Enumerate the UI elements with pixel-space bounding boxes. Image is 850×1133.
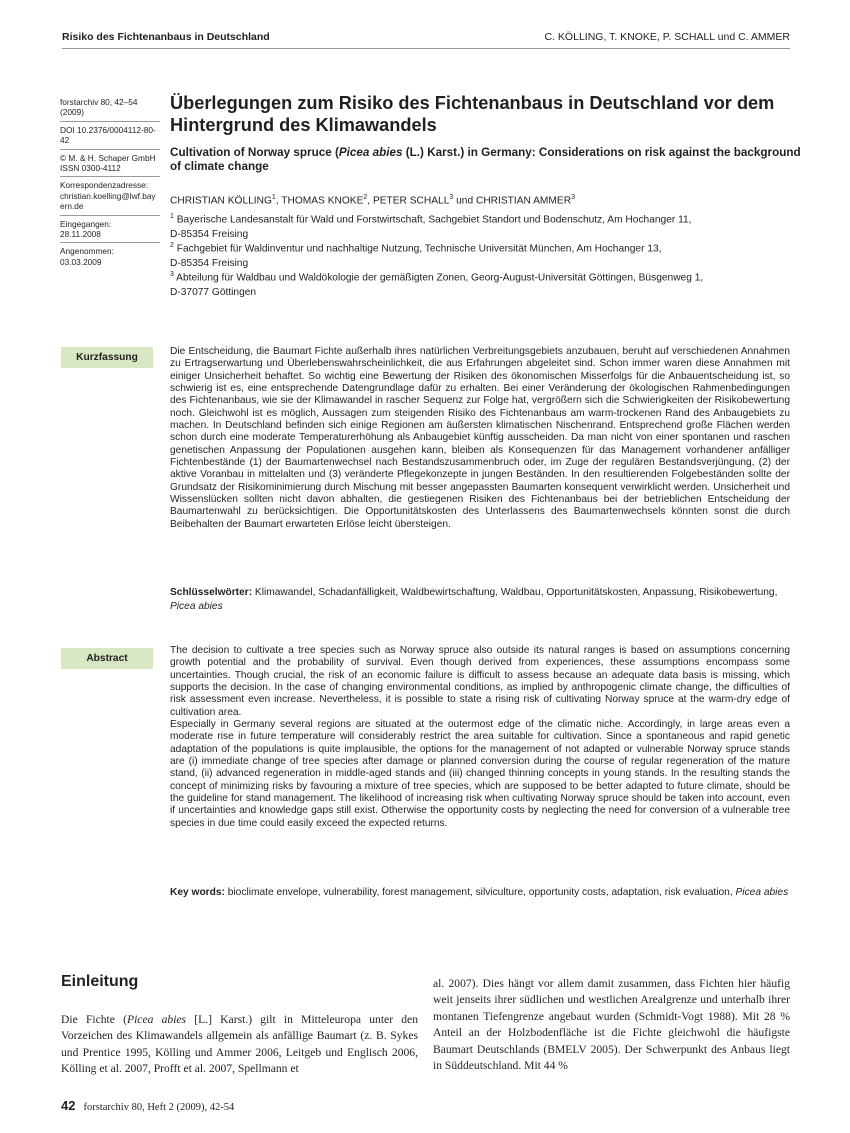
author-name: THOMAS KNOKE <box>281 195 364 207</box>
affiliation <box>170 239 790 271</box>
kurzfassung-text <box>170 346 790 531</box>
running-header <box>62 28 790 50</box>
issn: ISSN 0300-4112 <box>60 163 121 174</box>
keywords-list: Klimawandel, Schadanfälligkeit, Waldbewirtschaftung, Waldbau, Opportunitätskosten, Anpassung, Risikobewertung, <box>252 587 778 598</box>
copyright: © M. & H. Schaper GmbH <box>60 152 156 163</box>
author-separator: , <box>275 195 282 207</box>
affiliation <box>170 210 790 242</box>
header-rule <box>62 48 790 49</box>
running-title: Risiko des Fichtenanbaus in Deutschland <box>62 31 270 43</box>
running-authors: C. KÖLLING, T. KNOKE, P. SCHALL und C. AMMER <box>544 31 790 43</box>
affil-line: Fachgebiet für Waldinventur und nachhaltige Nutzung, Technische Universität München, Am Hochanger 13, <box>173 243 662 255</box>
received-label: Eingegangen: <box>60 218 112 229</box>
page-number: 42 <box>61 1098 76 1113</box>
keywords-list: bioclimate envelope, vulnerability, forest management, silviculture, opportunity costs, adaptation, risk evaluation, <box>224 887 736 898</box>
author-separator: , <box>367 195 373 207</box>
affil-line: Bayerische Landesanstalt für Wald und Forstwirtschaft, Sachgebiet Standort und Bodenschutz, Am Hochanger 11, <box>173 214 692 226</box>
kurzfassung-label: Kurzfassung <box>61 347 153 368</box>
abstract-label: Abstract <box>61 648 153 669</box>
body-text: [L.] Karst.) gilt in Mitteleuropa unter den Vorzeichen des Klimawandels allgemein als anfällige Baumart (z. B. Sykes und Prentice 1995, Kölling und Ammer 2006, Leitgeb und Englisch 2006, Kölling et al. 2007, Profft et al. 2007, Spellmann et <box>61 1013 418 1076</box>
keywords-label: Schlüsselwörter: <box>170 587 253 598</box>
body-species: Picea abies <box>127 1013 187 1026</box>
keywords-label: Key words: <box>170 887 225 898</box>
divider <box>60 149 160 150</box>
affil-city: D-85354 Freising <box>170 228 249 240</box>
divider <box>60 121 160 122</box>
affiliation <box>170 268 790 300</box>
author-name: PETER SCHALL <box>372 195 450 207</box>
affil-city: D-37077 Göttingen <box>170 286 257 298</box>
author-name: CHRISTIAN AMMER <box>475 195 572 207</box>
journal-citation: forstarchiv 80, 42–54 (2009) <box>60 97 138 118</box>
article-metadata <box>60 97 160 267</box>
abstract-text <box>170 645 790 830</box>
author-affil-mark: 2 <box>363 194 368 201</box>
correspondence-email[interactable]: christian.koelling@lwf.bayern.de <box>60 190 156 212</box>
author-affil-mark: 1 <box>271 194 276 201</box>
abstract-paragraph: Especially in Germany several regions are situated at the outermost edge of the climatic niche. Accordingly, in large areas even a moderate rise in future temperature will considerably restrict the area suitable for cultivation. Since a spontaneous and rapid genetic adaptation of the populations is quite implausible, the options for the management of not adapted or vulnerable Norway spruce stands are (i) immediate change of tree species after damage or planned conversion during the course of regular regeneration of the mature stand, (ii) advanced regeneration in middle-aged stands and (iii) changed thinning concepts in young stands. In the resulting stands the concept of minimizing risks by favouring a mixture of tree species, which are supposed to be better adapted to future climate, should be the guideline for stand management. The likelihood of increasing risk when cultivating Norway spruce should be taken into account, even if uncertainties and knowledge gaps still exist. Otherwise the opportunity costs by neglecting the need for conversion of a vulnerable tree species in due time could easily exceed the expected returns. <box>170 719 790 829</box>
abstract-keywords <box>170 886 790 900</box>
author-separator: und <box>453 195 476 207</box>
article-title: Überlegungen zum Risiko des Fichtenanbaus in Deutschland vor dem Hintergrund des Klimawandels <box>170 93 775 135</box>
body-column-right: al. 2007). Dies hängt vor allem damit zusammen, dass Fichten hier häufig weit jenseits ihrer südlichen und westlichen Arealgrenze und unterhalb ihrer montanen Tiefengrenze angebaut wurden (Schmidt-Vogt 1988). Mit 28 % Anteil an der Holzbodenfläche ist die Fichte gleichwohl die häufigste Baumart Deutschlands (BMELV 2005). Der Schwerpunkt des Anbaus liegt in Süddeutschland. Mit 44 % <box>433 977 790 1073</box>
subtitle-text: (L.) Karst.) in Germany: Considerations on risk against the background of climate change <box>170 146 801 173</box>
kurzfassung-keywords <box>170 586 790 613</box>
article-subtitle <box>170 146 810 174</box>
page-footer <box>61 1098 234 1113</box>
affil-mark: 2 <box>170 242 174 249</box>
affil-city: D-85354 Freising <box>170 257 249 269</box>
divider <box>60 215 160 216</box>
section-heading: Einleitung <box>61 973 139 990</box>
received-date: 28.11.2008 <box>60 229 101 240</box>
affil-mark: 3 <box>170 271 174 278</box>
subtitle-text: Cultivation of Norway spruce ( <box>170 146 339 159</box>
author-affil-mark: 3 <box>449 194 454 201</box>
affil-line: Abteilung für Waldbau und Waldökologie der gemäßigten Zonen, Georg-August-Universität Göttingen, Büsgenweg 1, <box>173 272 704 284</box>
keywords-species: Picea abies <box>170 600 223 612</box>
affil-mark: 1 <box>170 213 174 220</box>
accepted-label: Angenommen: <box>60 246 114 257</box>
body-column-left <box>61 1012 418 1078</box>
divider <box>60 242 160 243</box>
accepted-date: 03.03.2009 <box>60 256 102 267</box>
abstract-paragraph: The decision to cultivate a tree species such as Norway spruce also outside its natural ranges is based on assumptions concerning growth potential and the probability of survival. Even though derived from experiences, these assumptions encompass some uncertainties. Though crucial, the risk of an economic failure is difficult to assess because an adequate data basis is missing, which supports the decision. In the case of changing environmental conditions, as implied by anthropogenic climate change, the difficulties of risk assessment even increase. Nevertheless, it is possible to state a rising risk of cultivating Norway spruce at the warm-dry edge of cultivation area. <box>170 645 790 718</box>
author-name: CHRISTIAN KÖLLING <box>170 195 272 207</box>
doi: DOI 10.2376/0004112-80-42 <box>60 124 156 146</box>
kurzfassung-paragraph: Die Entscheidung, die Baumart Fichte außerhalb ihres natürlichen Verbreitungsgebiets anzubauen, beruht auf verschiedenen Annahmen zu Ertragserwartung und Überlebenswahrscheinlichkeit, die aus Erfahrungen abgeleitet sind. Schon immer waren diese Annahmen mit einiger Unsicherheit behaftet. So wichtig eine Bewertung der Risiken des ökonomischen Misserfolgs für die Anbauentscheidung ist, so schwierig ist es, eine entsprechende Datengrundlage dafür zu erhalten. Bei einer Veränderung der ökologischen Rahmenbedingungen des Fichtenanbaus, wie sie der Klimawandel in rascher Sequenz zur Folge hat, vergrößern sich die Schwierigkeiten der Risikobewertung noch. Gleichwohl ist es möglich, Aussagen zum steigenden Risiko des Fichtenanbaus am warm-trockenen Rand des Anbaugebiets zu machen. In Deutschland befinden sich einige Regionen am äußersten klimatischen Nischenrand. Entsprechend große Flächen werden schon durch eine moderate Temperaturerhöhung als Anbaugebiet künftig ausscheiden. Da man nicht von einer spontanen und raschen genetischen Anpassung der Populationen ausgehen kann, bleiben als Konsequenzen für das Management vorhandener anfälliger Fichtenbestände (1) der Baumartenwechsel nach Bestandszusammenbruch oder, im Zuge der regulären Bestandsverjüngung, (2) der aktive Voranbau in mittelalten und (3) veränderte Pflegekonzepte in jungen Beständen. In den resultierenden Folgebeständen sollte der Grundsatz der Risikominimierung durch Mischung mit besser angepassten Baumarten konsequent verwirklicht werden. Unsicherheit und Wissenslücken sollten nicht davon abhalten, die gestiegenen Risiken des Fichtenanbaus bei der betrieblichen Entscheidung der Baumartenwahl zu berücksichtigen. Die Opportunitätskosten des Unterlassens des Baumartenwechsels könnten sonst die durch Beibehalten der Baumart erwarteten Erlöse leicht übersteigen. <box>170 346 790 530</box>
keywords-species: Picea abies <box>735 887 789 898</box>
subtitle-species: Picea abies <box>338 146 403 159</box>
author-list <box>170 191 790 208</box>
journal-reference: forstarchiv 80, Heft 2 (2009), 42-54 <box>83 1102 235 1113</box>
correspondence-label: Korrespondenzadresse: <box>60 180 149 191</box>
body-text: Die Fichte ( <box>61 1013 127 1026</box>
author-affil-mark: 3 <box>571 194 575 201</box>
divider <box>60 176 160 177</box>
